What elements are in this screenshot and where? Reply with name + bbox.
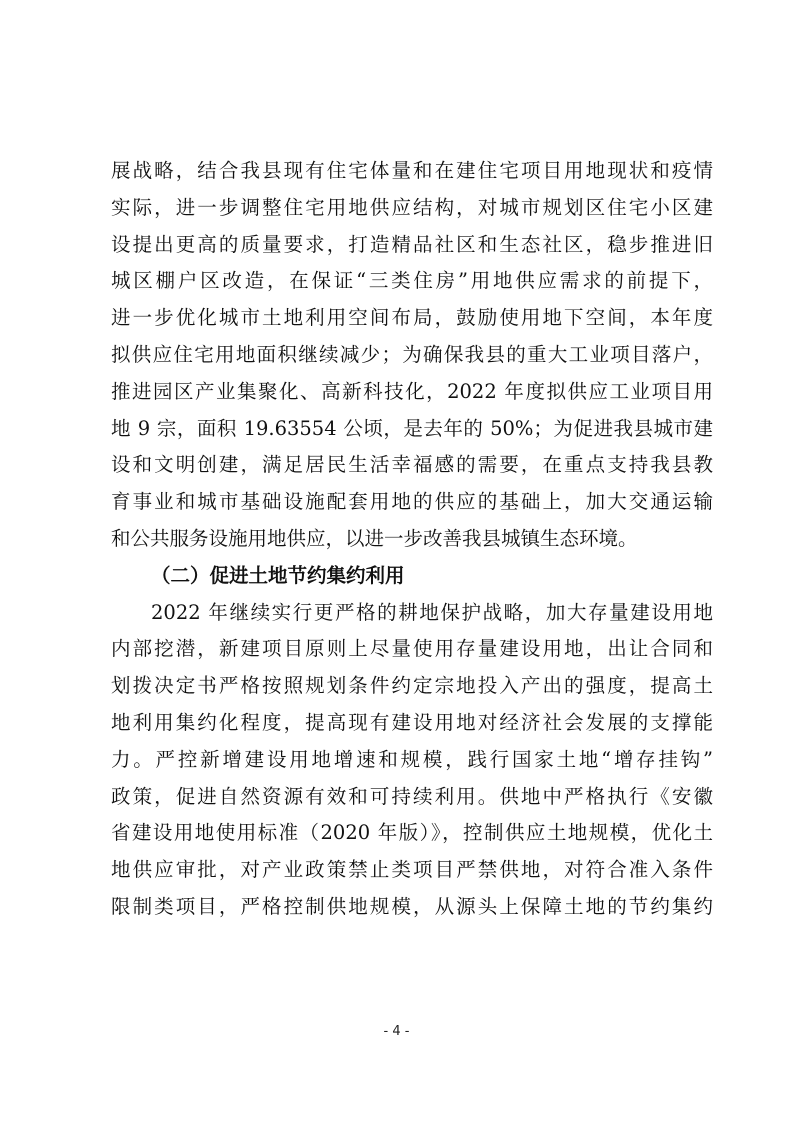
text-line: 限制类项目，严格控制供地规模，从源头上保障土地的节约集约 — [111, 894, 713, 918]
text-line: 推进园区产业集聚化、高新科技化，2022 年度拟供应工业项目用 — [111, 379, 713, 403]
text-line: 2022 年继续实行更严格的耕地保护战略，加大存量建设用地 — [151, 600, 713, 624]
text-line: 拟供应住宅用地面积继续减少；为确保我县的重大工业项目落户， — [111, 342, 713, 366]
text-line: 力。严控新增建设用地增速和规模，践行国家土地“增存挂钩” — [111, 747, 713, 771]
text-line: 内部挖潜，新建项目原则上尽量使用存量建设用地，出让合同和 — [111, 637, 713, 661]
text-line: 育事业和城市基础设施配套用地的供应的基础上，加大交通运输 — [111, 490, 713, 514]
text-line: 设提出更高的质量要求，打造精品社区和生态社区，稳步推进旧 — [111, 232, 713, 256]
text-line: 城区棚户区改造，在保证“三类住房”用地供应需求的前提下， — [111, 269, 713, 293]
text-line: 地 9 宗，面积 19.63554 公顷，是去年的 50%；为促进我县城市建 — [111, 416, 713, 440]
paragraph-land-intensive-use — [111, 595, 713, 926]
text-line: 展战略，结合我县现有住宅体量和在建住宅项目用地现状和疫情 — [111, 159, 713, 182]
body-text — [111, 153, 713, 926]
text-line: 和公共服务设施用地供应，以进一步改善我县城镇生态环境。 — [111, 526, 638, 550]
text-line: 划拨决定书严格按照规划条件约定宗地投入产出的强度，提高土 — [111, 674, 713, 698]
text-line: 地供应审批，对产业政策禁止类项目严禁供地，对符合准入条件 — [111, 858, 713, 882]
text-line: 省建设用地使用标准（2020 年版）》，控制供应土地规模，优化土 — [111, 821, 713, 845]
page-number: - 4 - — [383, 1024, 410, 1039]
paragraph-land-supply-structure — [111, 153, 713, 558]
text-line: 实际，进一步调整住宅用地供应结构，对城市规划区住宅小区建 — [111, 195, 713, 219]
text-line: 进一步优化城市土地利用空间布局，鼓励使用地下空间，本年度 — [111, 306, 713, 330]
text-line: 地利用集约化程度，提高现有建设用地对经济社会发展的支撑能 — [111, 710, 713, 734]
text-line: 设和文明创建，满足居民生活幸福感的需要，在重点支持我县教 — [111, 453, 713, 477]
section-heading: （二）促进土地节约集约利用 — [151, 563, 405, 587]
text-line: 政策，促进自然资源有效和可持续利用。供地中严格执行《安徽 — [111, 784, 713, 808]
